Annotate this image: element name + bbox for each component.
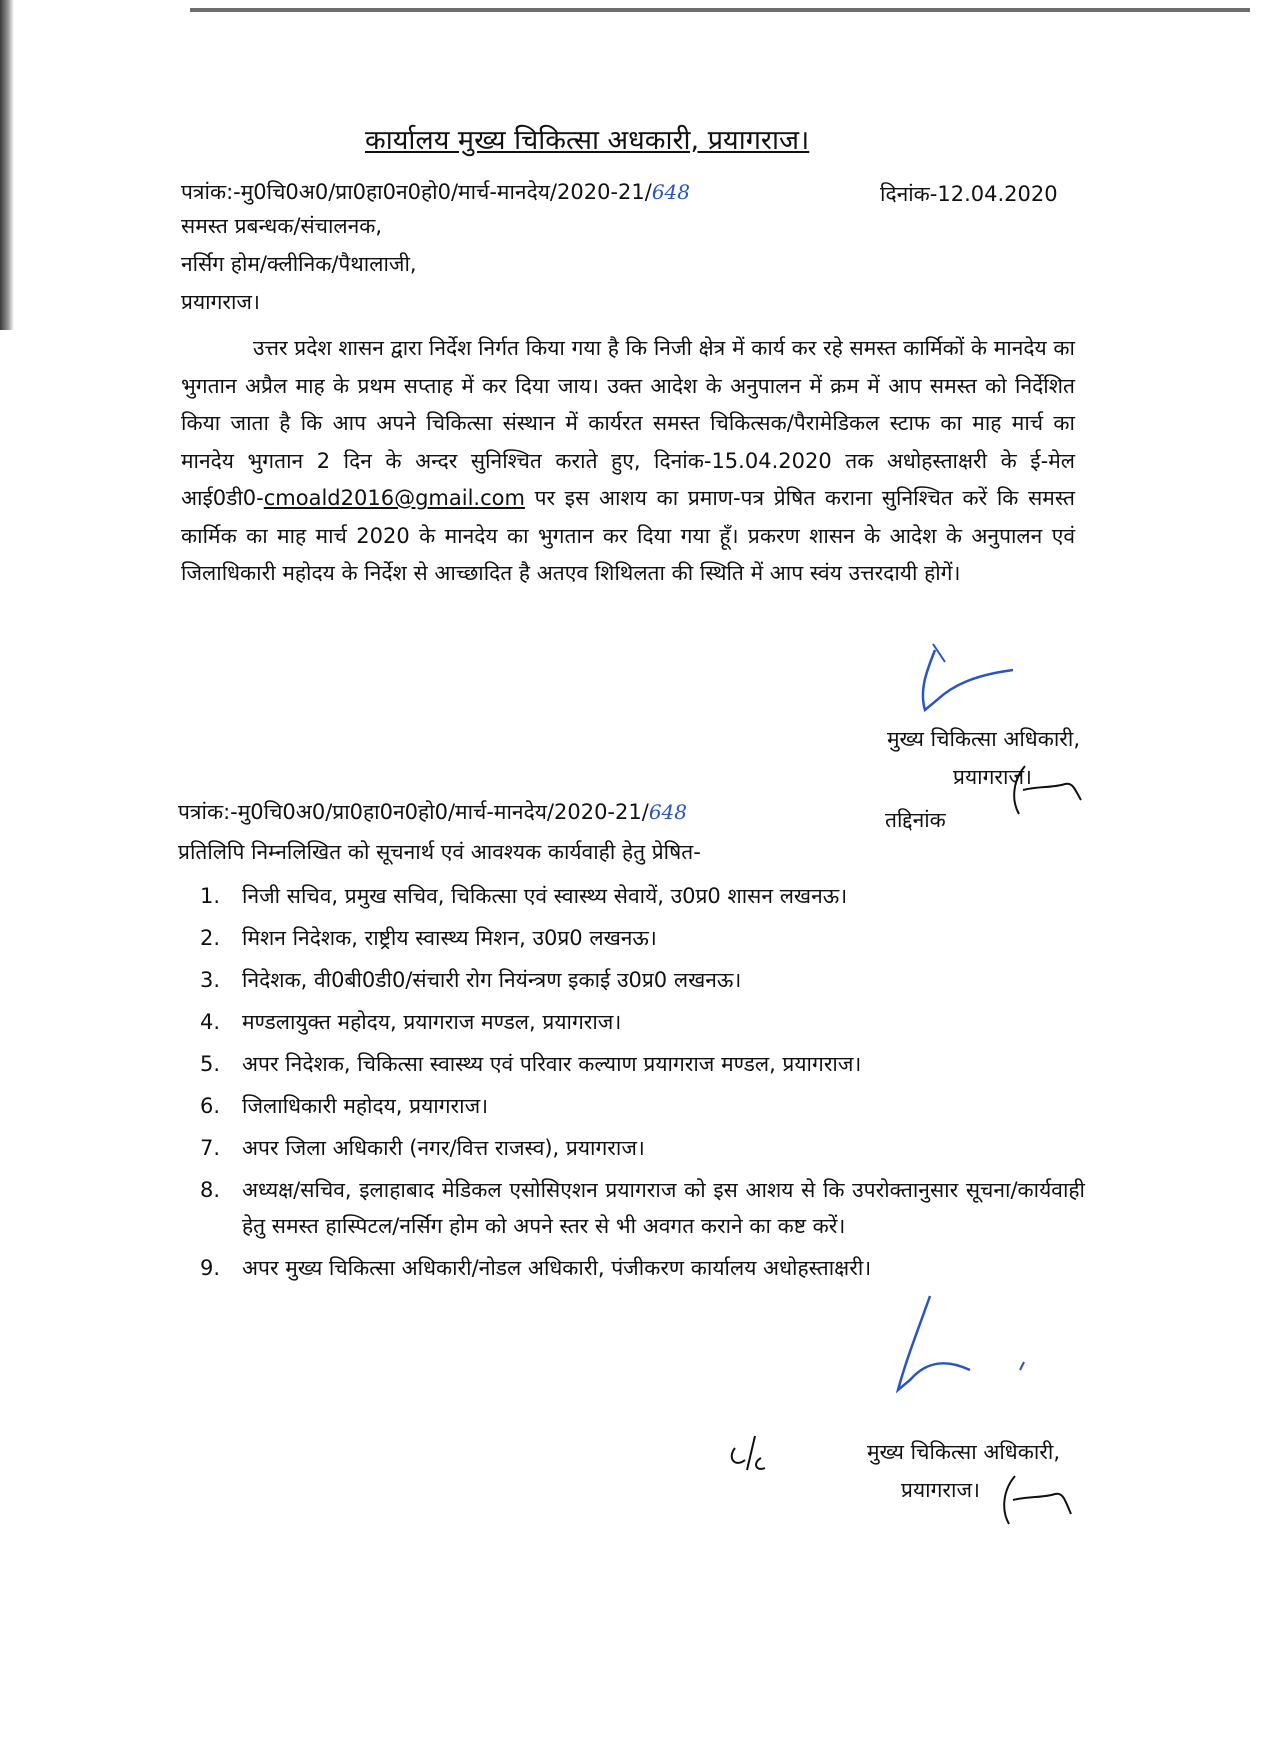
copy-intro: प्रतिलिपि निम्नलिखित को सूचनार्थ एवं आवश्यक कार्यवाही हेतु प्रेषित- [178,840,701,864]
list-item: 9. अपर मुख्य चिकित्सा अधिकारी/नोडल अधिकारी, पंजीकरण कार्यालय अधोहस्ताक्षरी। [200,1256,872,1280]
list-item: 3. निदेशक, वी0बी0डी0/संचारी रोग नियंन्त्रण इकाई उ0प्र0 लखनऊ। [200,968,742,992]
letter-date: दिनांक-12.04.2020 [880,182,1058,206]
list-item: 8. अध्यक्ष/सचिव, इलाहाबाद मेडिकल एसोसिएशन प्रयागराज को इस आशय से कि उपरोक्तानुसार सूचना/कार्यवाही हेतु समस्त हास्पिटल/नर्सिग होम को अपने स्तर से भी अवगत कराने का कष्ट करें। [200,1178,1085,1238]
scan-line-top [190,8,1250,12]
letter-body [181,330,1075,593]
initials-1-mark [1005,760,1095,820]
body-part-1: उत्तर प्रदेश शासन द्वारा निर्देश निर्गत किया गया है कि निजी क्षेत्र में कार्य कर रहे समस्त कार्मिकों के मानदेय का भुगतान अप्रैल माह के प्रथम सप्ताह में कर दिया जाय। उक्त आदेश के अनुपालन में क्रम में आप समस्त को निर्देशित किया जाता है कि आप अपने चिकित्सा संस्थान में कार्यरत समस्त चिकित्सक/पैरामेडिकल स्टाफ का माह मार्च का मानदेय भुगतान 2 दिन के अन्दर सुनिश्चित कराते हुए, दिनांक-15.04.2020 तक अधोहस्ताक्षरी के ई-मेल आई0डी0- [181,336,1075,510]
reference-number-handwritten: 648 [651,180,690,204]
reference-line [181,178,690,206]
scan-shadow-left [0,0,14,330]
list-item: 4. मण्डलायुक्त महोदय, प्रयागराज मण्डल, प्रयागराज। [200,1010,622,1034]
signature-2-mark [860,1290,1040,1400]
list-item: 2. मिशन निदेशक, राष्ट्रीय स्वास्थ्य मिशन, उ0प्र0 लखनऊ। [200,926,657,950]
list-item: 5. अपर निदेशक, चिकित्सा स्वास्थ्य एवं परिवार कल्याण प्रयागराज मण्डल, प्रयागराज। [200,1052,862,1076]
signatory-place-1: प्रयागराज। [953,765,1032,789]
initials-2-mark [995,1470,1085,1530]
copy-reference-line [178,798,687,826]
addressee-line-2: नर्सिग होम/क्लीनिक/पैथालाजी, [181,252,417,276]
body-part-2: पर इस आशय का प्रमाण-पत्र प्रेषित कराना सुनिश्चित करें कि समस्त कार्मिक का माह मार्च 2020 के मानदेय का भुगतान कर दिया गया हूँ। प्रकरण शासन के आदेश के अनुपालन एवं जिलाधिकारी महोदय के निर्देश से आच्छादित है अतएव शिथिलता की स्थिति में आप स्वंय उत्तरदायी होगें। [181,486,1075,585]
signatory-title-1: मुख्य चिकित्सा अधिकारी, [886,727,1080,751]
signatory-title-2: मुख्य चिकित्सा अधिकारी, [866,1440,1060,1464]
signatory-place-2: प्रयागराज। [901,1478,980,1502]
copy-date: तद्दिनांक [885,808,946,832]
email-link[interactable]: cmoald2016@gmail.com [263,486,525,510]
list-item: 6. जिलाधिकारी महोदय, प्रयागराज। [200,1094,489,1118]
office-title: कार्यालय मुख्य चिकित्सा अधकारी, प्रयागराज। [365,125,810,156]
list-item: 7. अपर जिला अधिकारी (नगर/वित्त राजस्व), प्रयागराज। [200,1136,645,1160]
copy-reference-number-handwritten: 648 [648,800,687,824]
reference-prefix: पत्रांक:-मु0चि0अ0/प्रा0हा0न0हो0/मार्च-मानदेय/2020-21/ [181,180,652,204]
addressee-line-1: समस्त प्रबन्धक/संचालनक, [181,214,383,238]
list-item: 1. निजी सचिव, प्रमुख सचिव, चिकित्सा एवं स्वास्थ्य सेवायें, उ0प्र0 शासन लखनऊ। [200,884,848,908]
signature-1-mark [905,640,1025,720]
recipient-list [200,878,1085,1292]
addressee-line-3: प्रयागराज। [181,290,260,314]
copy-reference-prefix: पत्रांक:-मु0चि0अ0/प्रा0हा0न0हो0/मार्च-मानदेय/2020-21/ [178,800,649,824]
